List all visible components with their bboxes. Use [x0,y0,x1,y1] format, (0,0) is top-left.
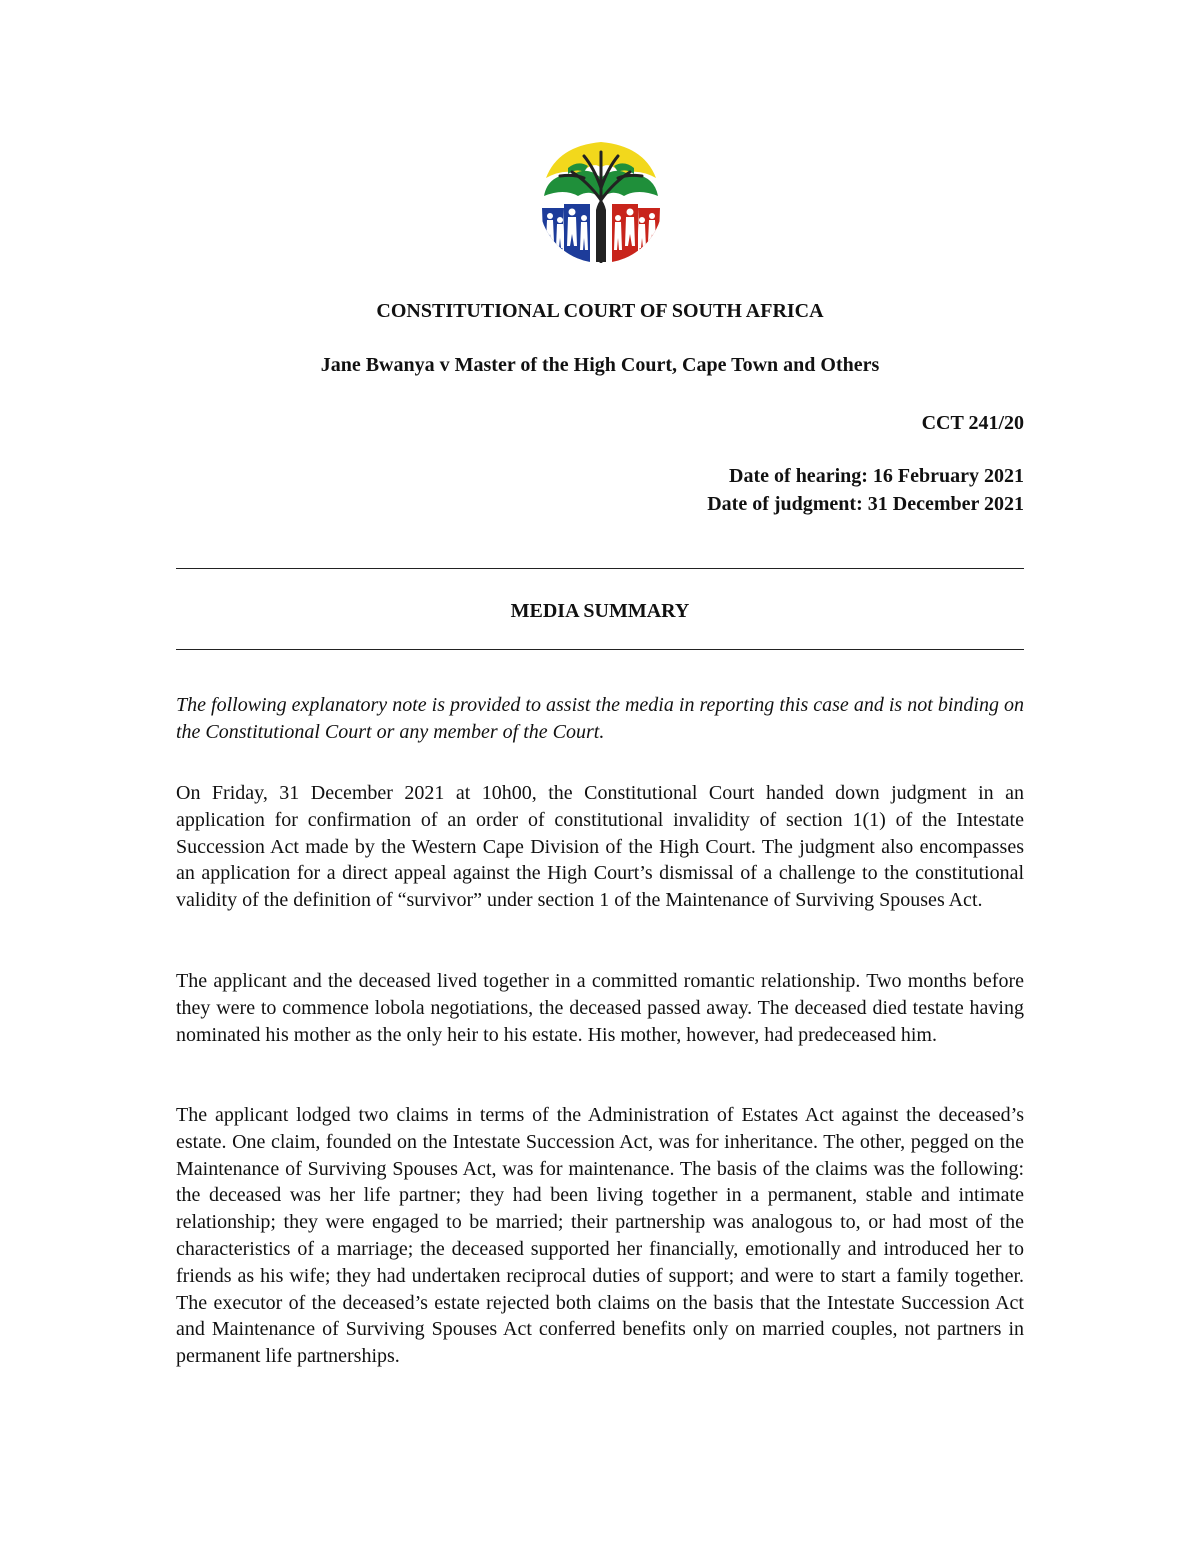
body-paragraph: On Friday, 31 December 2021 at 10h00, the Constitutional Court handed down judgment in an application for confirmation of an order of constitutional invalidity of section 1(1) of the Intestate Succession Act made by the Western Cape Division of the High Court. The judgment also encompasses an application for a direct appeal against the High Court’s dismissal of a challenge to the constitutional validity of the definition of “survivor” under section 1 of the Maintenance of Surviving Spouses Act. [176,782,1024,912]
constitutional-court-emblem-icon [538,138,664,264]
case-name: Jane Bwanya v Master of the High Court, Cape Town and Others [320,354,880,376]
hearing-dates [176,462,1024,518]
media-summary-heading: MEDIA SUMMARY [510,600,690,622]
case-number: CCT 241/20 [921,412,1024,434]
date-of-hearing: Date of hearing: 16 February 2021 [729,465,1024,487]
body-paragraph: The applicant and the deceased lived together in a committed romantic relationship. Two months before they were to commence lobola negotiations, the deceased passed away. The deceased died testate having nominated his mother as the only heir to his estate. His mother, however, had predeceased him. [176,970,1024,1046]
explanatory-note: The following explanatory note is provided to assist the media in reporting this case and is not binding on the Constitutional Court or any member of the Court. [176,694,1024,743]
divider-top [176,568,1024,569]
date-of-judgment: Date of judgment: 31 December 2021 [707,493,1024,515]
divider-bottom [176,649,1024,650]
court-title: CONSTITUTIONAL COURT OF SOUTH AFRICA [376,300,824,322]
body-paragraph: The applicant lodged two claims in terms of the Administration of Estates Act against the deceased’s estate. One claim, founded on the Intestate Succession Act, was for inheritance. The other, pegged on the Maintenance of Surviving Spouses Act, was for maintenance. The basis of the claims was the following: the deceased was her life partner; they had been living together in a permanent, stable and intimate relationship; they were engaged to be married; their partnership was analogous to, or had most of the characteristics of a marriage; the deceased supported her financially, emotionally and introduced her to friends as his wife; they had undertaken reciprocal duties of support; and were to start a family together. The executor of the deceased’s estate rejected both claims on the basis that the Intestate Succession Act and Maintenance of Surviving Spouses Act conferred benefits only on married couples, not partners in permanent life partnerships. [176,1104,1024,1368]
